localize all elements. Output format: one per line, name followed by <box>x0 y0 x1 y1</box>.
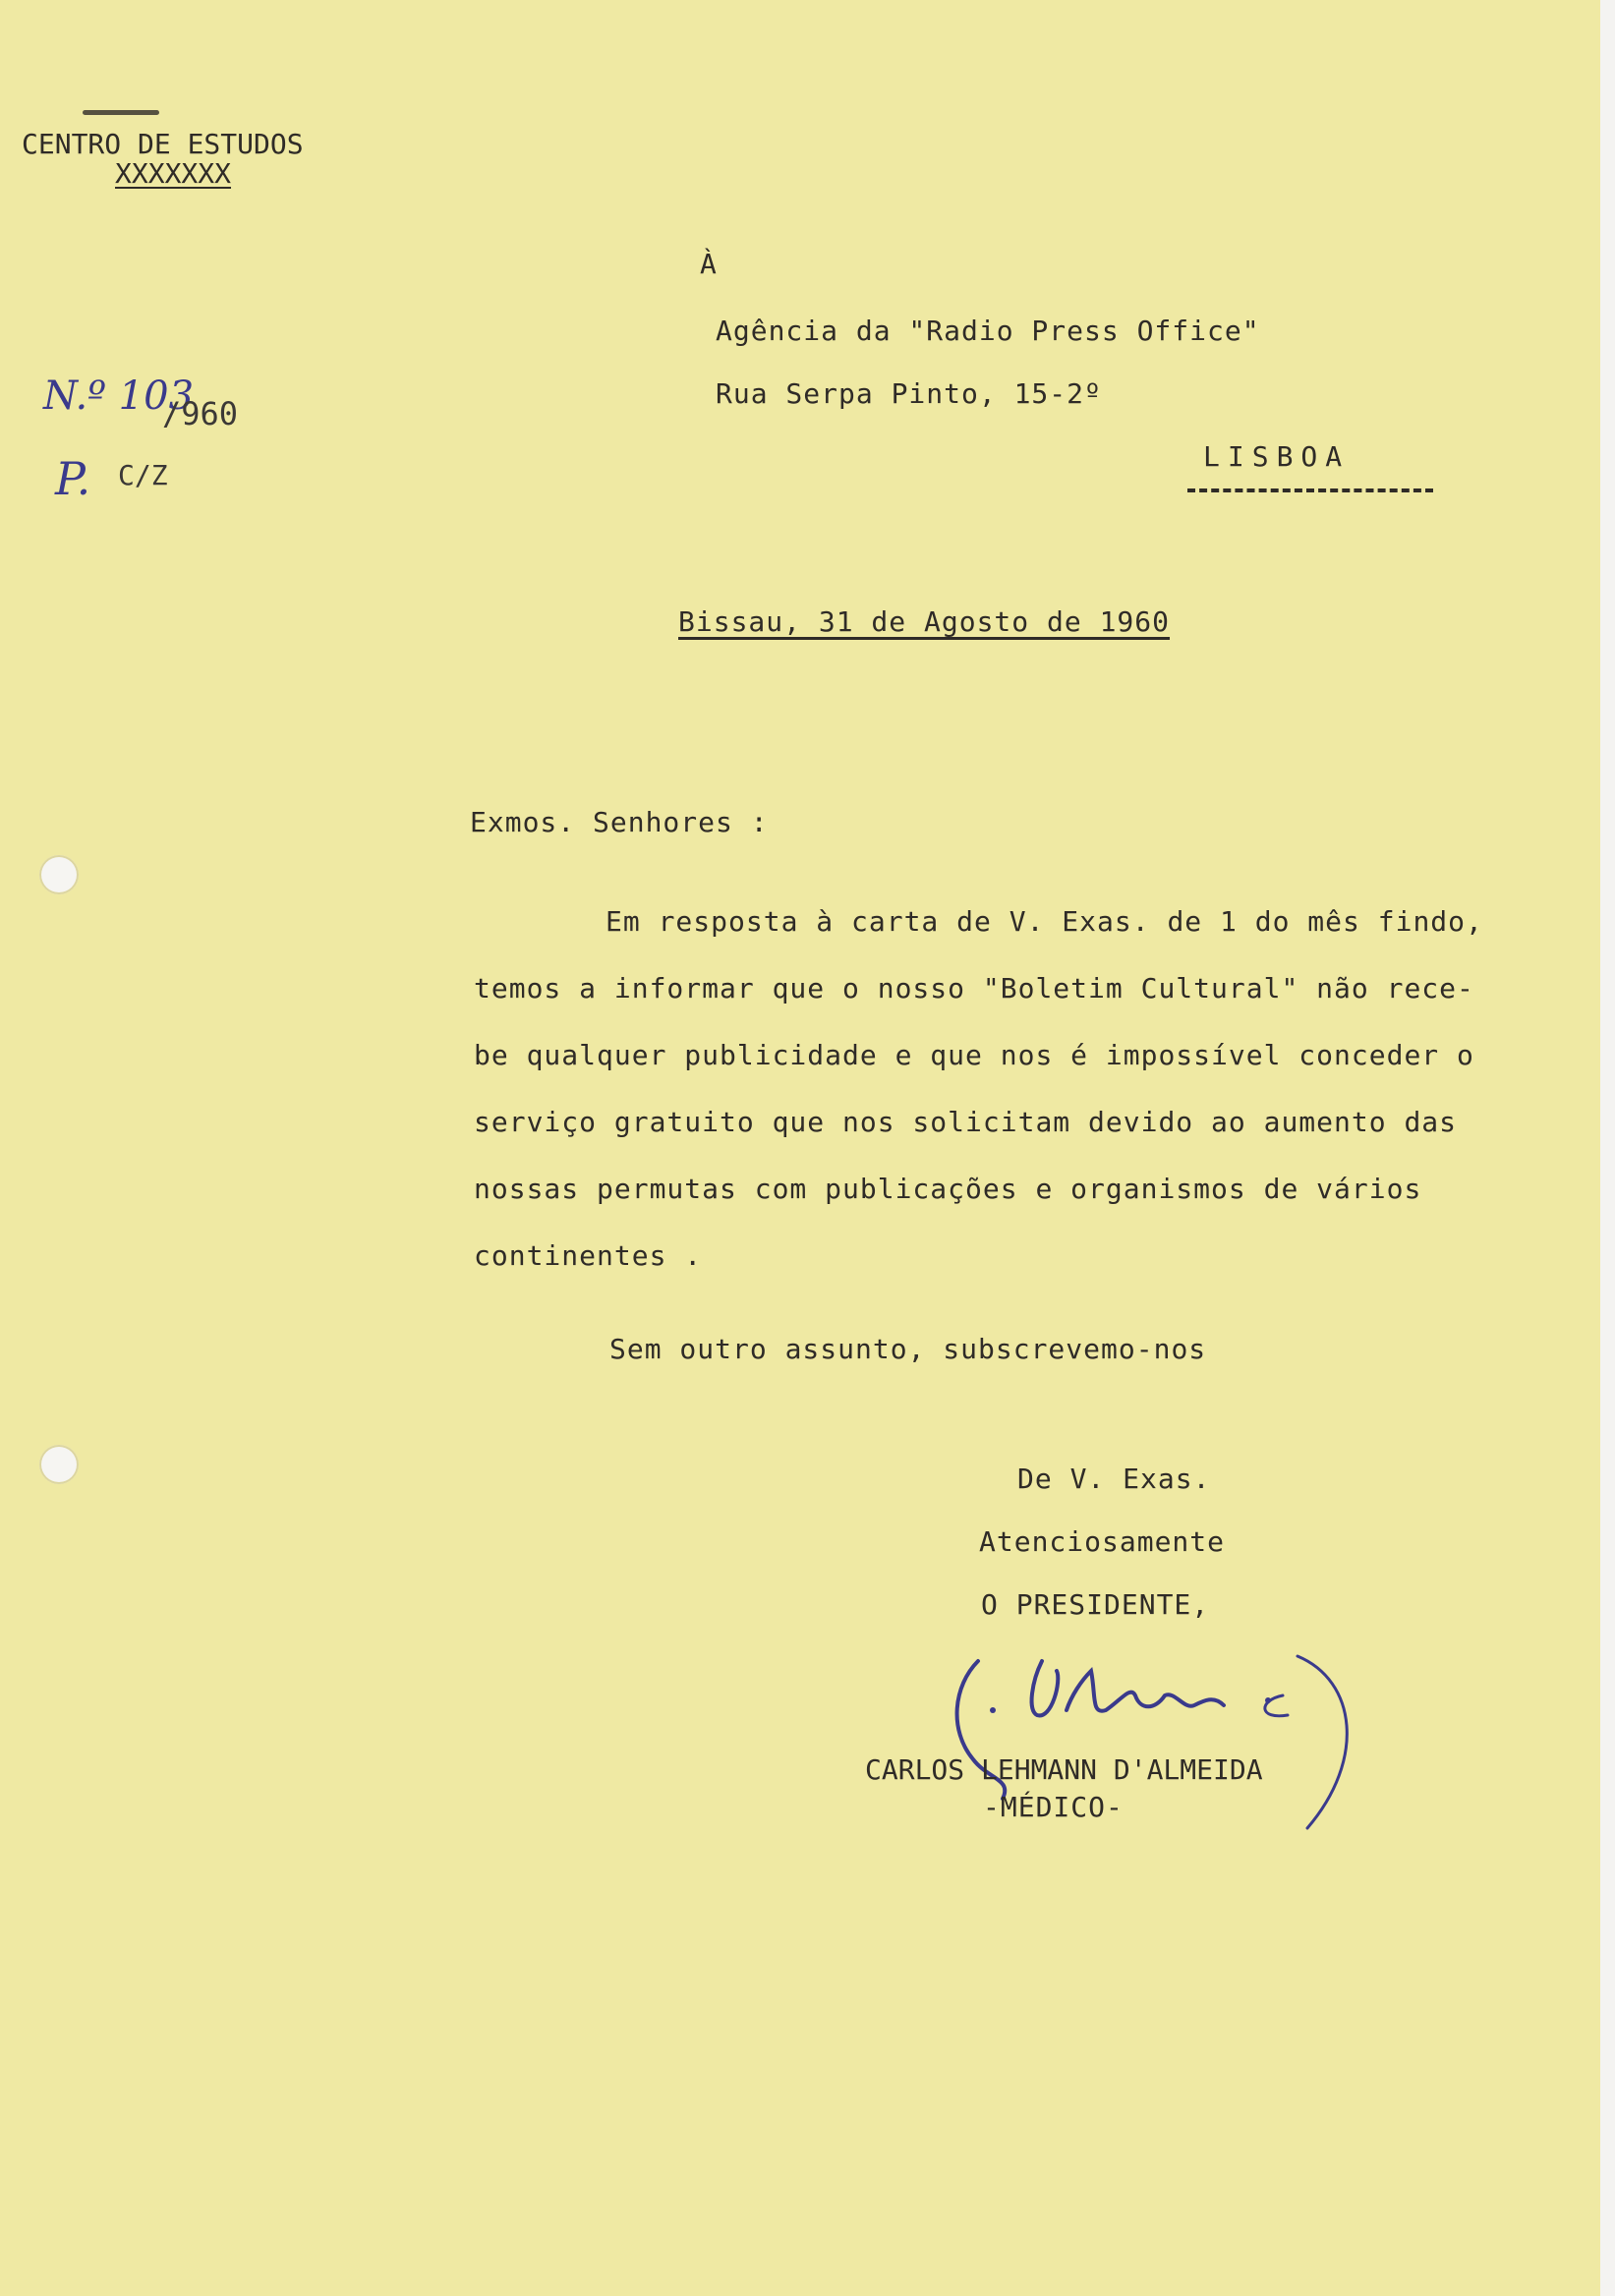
punch-hole <box>39 1445 79 1484</box>
signatory-name: CARLOS LEHMANN D'ALMEIDA <box>865 1753 1263 1786</box>
signoff-line-2: Atenciosamente <box>979 1525 1226 1558</box>
body-line: Em resposta à carta de V. Exas. de 1 do mês findo, <box>606 905 1483 938</box>
body-line: be qualquer publicidade e que nos é impossível conceder o <box>474 1039 1474 1071</box>
addressee-city: LISBOA <box>1203 440 1351 473</box>
closing-line: Sem outro assunto, subscrevemo-nos <box>609 1333 1207 1365</box>
ink-smudge <box>83 110 159 115</box>
reference-year: /960 <box>162 395 239 432</box>
signoff-line-3: O PRESIDENTE, <box>981 1588 1210 1621</box>
letterhead-masked-text: XXXXXXX <box>115 157 232 190</box>
body-line: serviço gratuito que nos solicitam devido ao aumento das <box>474 1106 1458 1138</box>
letter-date: Bissau, 31 de Agosto de 1960 <box>678 605 1171 638</box>
reference-code: C/Z <box>118 459 168 491</box>
addressee-prefix: À <box>700 248 718 280</box>
paper-edge <box>1600 0 1615 2296</box>
salutation: Exmos. Senhores : <box>470 806 769 838</box>
reference-number: N.º 103 <box>43 373 195 419</box>
signatory-title: -MÉDICO- <box>983 1791 1124 1823</box>
body-line: continentes . <box>474 1239 703 1272</box>
reference-initial: P. <box>55 452 91 505</box>
body-line: temos a informar que o nosso "Boletim Cultural" não rece- <box>474 972 1474 1004</box>
addressee-line-1: Agência da "Radio Press Office" <box>716 315 1260 347</box>
letterhead-institution: CENTRO DE ESTUDOS <box>22 128 304 160</box>
punch-hole <box>39 855 79 894</box>
signoff-line-1: De V. Exas. <box>1017 1463 1211 1495</box>
city-underline <box>1187 488 1433 492</box>
letterhead <box>22 130 304 189</box>
addressee-line-2: Rua Serpa Pinto, 15-2º <box>716 377 1102 410</box>
body-line: nossas permutas com publicações e organismos de vários <box>474 1173 1422 1205</box>
